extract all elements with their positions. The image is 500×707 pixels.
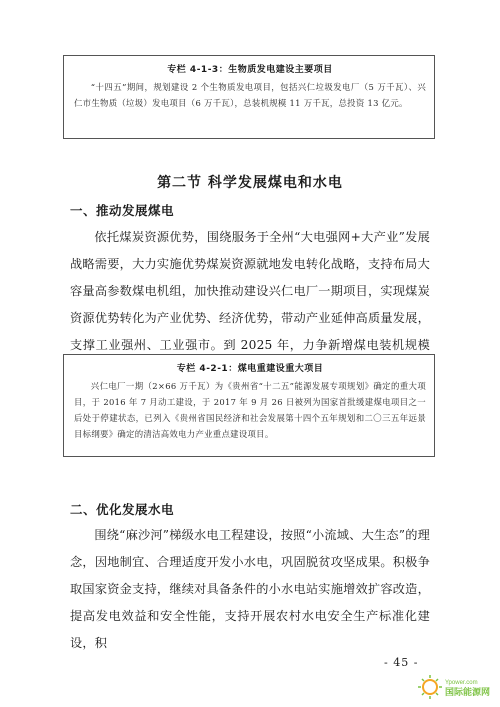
project-box-biomass (63, 55, 435, 139)
box-body: “十四五”期间，规划建设 2 个生物质发电项目，包括兴仁垃圾发电厂（5 万千瓦）、兴仁市生物质（垃圾）发电项目（6 万千瓦），总装机规模 11 万千瓦，总投资 13 亿元。 (74, 82, 426, 108)
sun-icon (418, 672, 498, 702)
subheading-coal: 一、推动发展煤电 (70, 203, 175, 218)
box-body: 兴仁电厂一期（2×66 万千瓦）为《贵州省“十二五”能源发展专项规划》确定的重大项目，于 2016 年 7 月动工建设，于 2017 年 9 月 26 日被列为国家首批缓建煤电项目之一后处于停建状态，已列入《贵州省国民经济和社会发展第十四个五年规划和二〇三五年远景目标纲要》确定的清洁高效电力产业重点建设项目。 (74, 381, 426, 439)
watermark-logo (418, 672, 498, 702)
subheading-hydro: 二、优化发展水电 (70, 502, 175, 517)
page-number: - 45 - (384, 656, 419, 669)
watermark-subtext: Ypower.com (445, 680, 478, 686)
box-title: 专栏 4-1-3：生物质发电建设主要项目 (167, 65, 333, 75)
paragraph-coal: 依托煤炭资源优势，围绕服务于全州“大电强网+大产业”发展战略需要，大力实施优势煤炭资源就地发电转化战略，支持布局大容量高参数煤电机组，加快推动建设兴仁电厂一期项目，实现煤炭资源优势转化为产业优势、经济优势，带动产业延伸高质量发展，支撑工业强州、工业强市。到 2025 年，力争新增煤电装机规模 (70, 230, 430, 352)
box-title: 专栏 4-2-1：煤电重建设重大项目 (176, 364, 324, 374)
paragraph-hydro: 围绕“麻沙河”梯级水电工程建设，按照“小流域、大生态”的理念，因地制宜、合理适度开发小水电，巩固脱贫攻坚成果。积极争取国家资金支持，继续对具备条件的小水电站实施增效扩容改造，提高发电效益和安全性能，支持开展农村水电安全生产标准化建设，积 (70, 528, 430, 650)
section-title: 第二节 科学发展煤电和水电 (157, 175, 343, 191)
project-box-coal (63, 354, 435, 457)
watermark-text: 国际能源网 (445, 688, 491, 698)
